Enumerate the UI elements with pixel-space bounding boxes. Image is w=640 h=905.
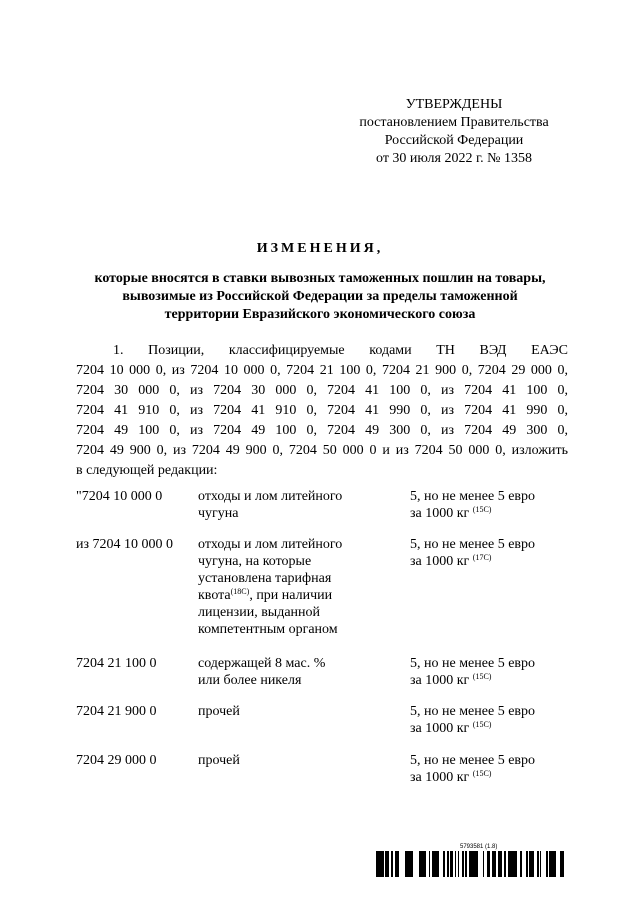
- description-line: прочей: [198, 753, 240, 768]
- rate-line: за 1000 кг: [410, 721, 470, 736]
- item-description: [198, 655, 325, 689]
- description-line: лицензии, выданной: [198, 605, 321, 620]
- description-line: или более никеля: [198, 673, 302, 688]
- tariff-code: "7204 10 000 0: [76, 489, 163, 504]
- rate-line: за 1000 кг: [410, 673, 470, 688]
- tariff-code: 7204 29 000 0: [76, 753, 157, 768]
- paragraph-line: 7204 10 000 0, из 7204 10 000 0, 7204 21 100 0, 7204 21 900 0, 7204 29 000 0,: [76, 363, 568, 378]
- rate-line: 5, но не менее 5 евро: [410, 489, 536, 504]
- rate-line: за 1000 кг: [410, 506, 470, 521]
- description-line: прочей: [198, 704, 240, 719]
- duty-rate: [410, 488, 535, 522]
- approval-block: [330, 96, 578, 168]
- paragraph-line: 7204 41 910 0, из 7204 41 910 0, 7204 41 990 0, из 7204 41 990 0,: [76, 403, 568, 418]
- tariff-code: 7204 21 900 0: [76, 704, 157, 719]
- footnote-ref: (18С): [230, 587, 250, 596]
- description-line: , при наличии: [249, 588, 333, 603]
- document-title: ИЗМЕНЕНИЯ,: [256, 241, 384, 256]
- approval-line: Российской Федерации: [384, 133, 524, 148]
- paragraph-line: 7204 49 900 0, из 7204 49 900 0, 7204 50 000 0 и из 7204 50 000 0, изложить: [76, 443, 568, 458]
- duty-rate: [410, 655, 535, 689]
- item-description: [198, 752, 240, 769]
- rate-line: 5, но не менее 5 евро: [410, 753, 536, 768]
- barcode-number: 5793581 (1.8): [460, 844, 498, 850]
- rate-line: за 1000 кг: [410, 770, 470, 785]
- duty-rate: [410, 536, 535, 570]
- approval-date: от 30 июля 2022 г. № 1358: [376, 151, 532, 166]
- footnote-ref: (17С): [472, 553, 492, 562]
- description-line: отходы и лом литейного: [198, 489, 343, 504]
- rate-line: 5, но не менее 5 евро: [410, 537, 536, 552]
- item-description: [198, 703, 240, 720]
- subtitle-line: территории Евразийского экономического союза: [164, 307, 476, 322]
- item-description: [198, 488, 342, 522]
- paragraph-1: [76, 341, 568, 481]
- subtitle-line: вывозимые из Российской Федерации за пределы таможенной: [122, 289, 518, 304]
- footnote-ref: (15С): [472, 505, 492, 514]
- description-line: отходы и лом литейного: [198, 537, 343, 552]
- footnote-ref: (15С): [472, 672, 492, 681]
- duty-rate: [410, 703, 535, 737]
- description-line: чугуна, на которые: [198, 554, 312, 569]
- item-description: [198, 536, 342, 638]
- description-line: квота: [198, 588, 231, 603]
- description-line: чугуна: [198, 506, 239, 521]
- barcode-icon: [376, 851, 564, 877]
- subtitle-line: которые вносятся в ставки вывозных таможенных пошлин на товары,: [94, 271, 546, 286]
- rate-line: 5, но не менее 5 евро: [410, 704, 536, 719]
- document-subtitle: [60, 270, 580, 324]
- footnote-ref: (15С): [472, 720, 492, 729]
- rate-line: за 1000 кг: [410, 554, 470, 569]
- description-line: содержащей 8 мас. %: [198, 656, 326, 671]
- footnote-ref: (15С): [472, 769, 492, 778]
- approval-heading: УТВЕРЖДЕНЫ: [405, 97, 503, 112]
- tariff-code: из 7204 10 000 0: [76, 537, 174, 552]
- approval-line: постановлением Правительства: [359, 115, 549, 130]
- paragraph-line: 1. Позиции, классифицируемые кодами ТН ВЭД ЕАЭС: [113, 343, 568, 358]
- duty-rate: [410, 752, 535, 786]
- tariff-code: 7204 21 100 0: [76, 656, 157, 671]
- description-line: установлена тарифная: [198, 571, 332, 586]
- paragraph-line: 7204 49 100 0, из 7204 49 100 0, 7204 49 300 0, из 7204 49 300 0,: [76, 423, 568, 438]
- paragraph-line: 7204 30 000 0, из 7204 30 000 0, 7204 41 100 0, из 7204 41 100 0,: [76, 383, 568, 398]
- paragraph-line: в следующей редакции:: [76, 463, 218, 478]
- description-line: компетентным органом: [198, 622, 338, 637]
- rate-line: 5, но не менее 5 евро: [410, 656, 536, 671]
